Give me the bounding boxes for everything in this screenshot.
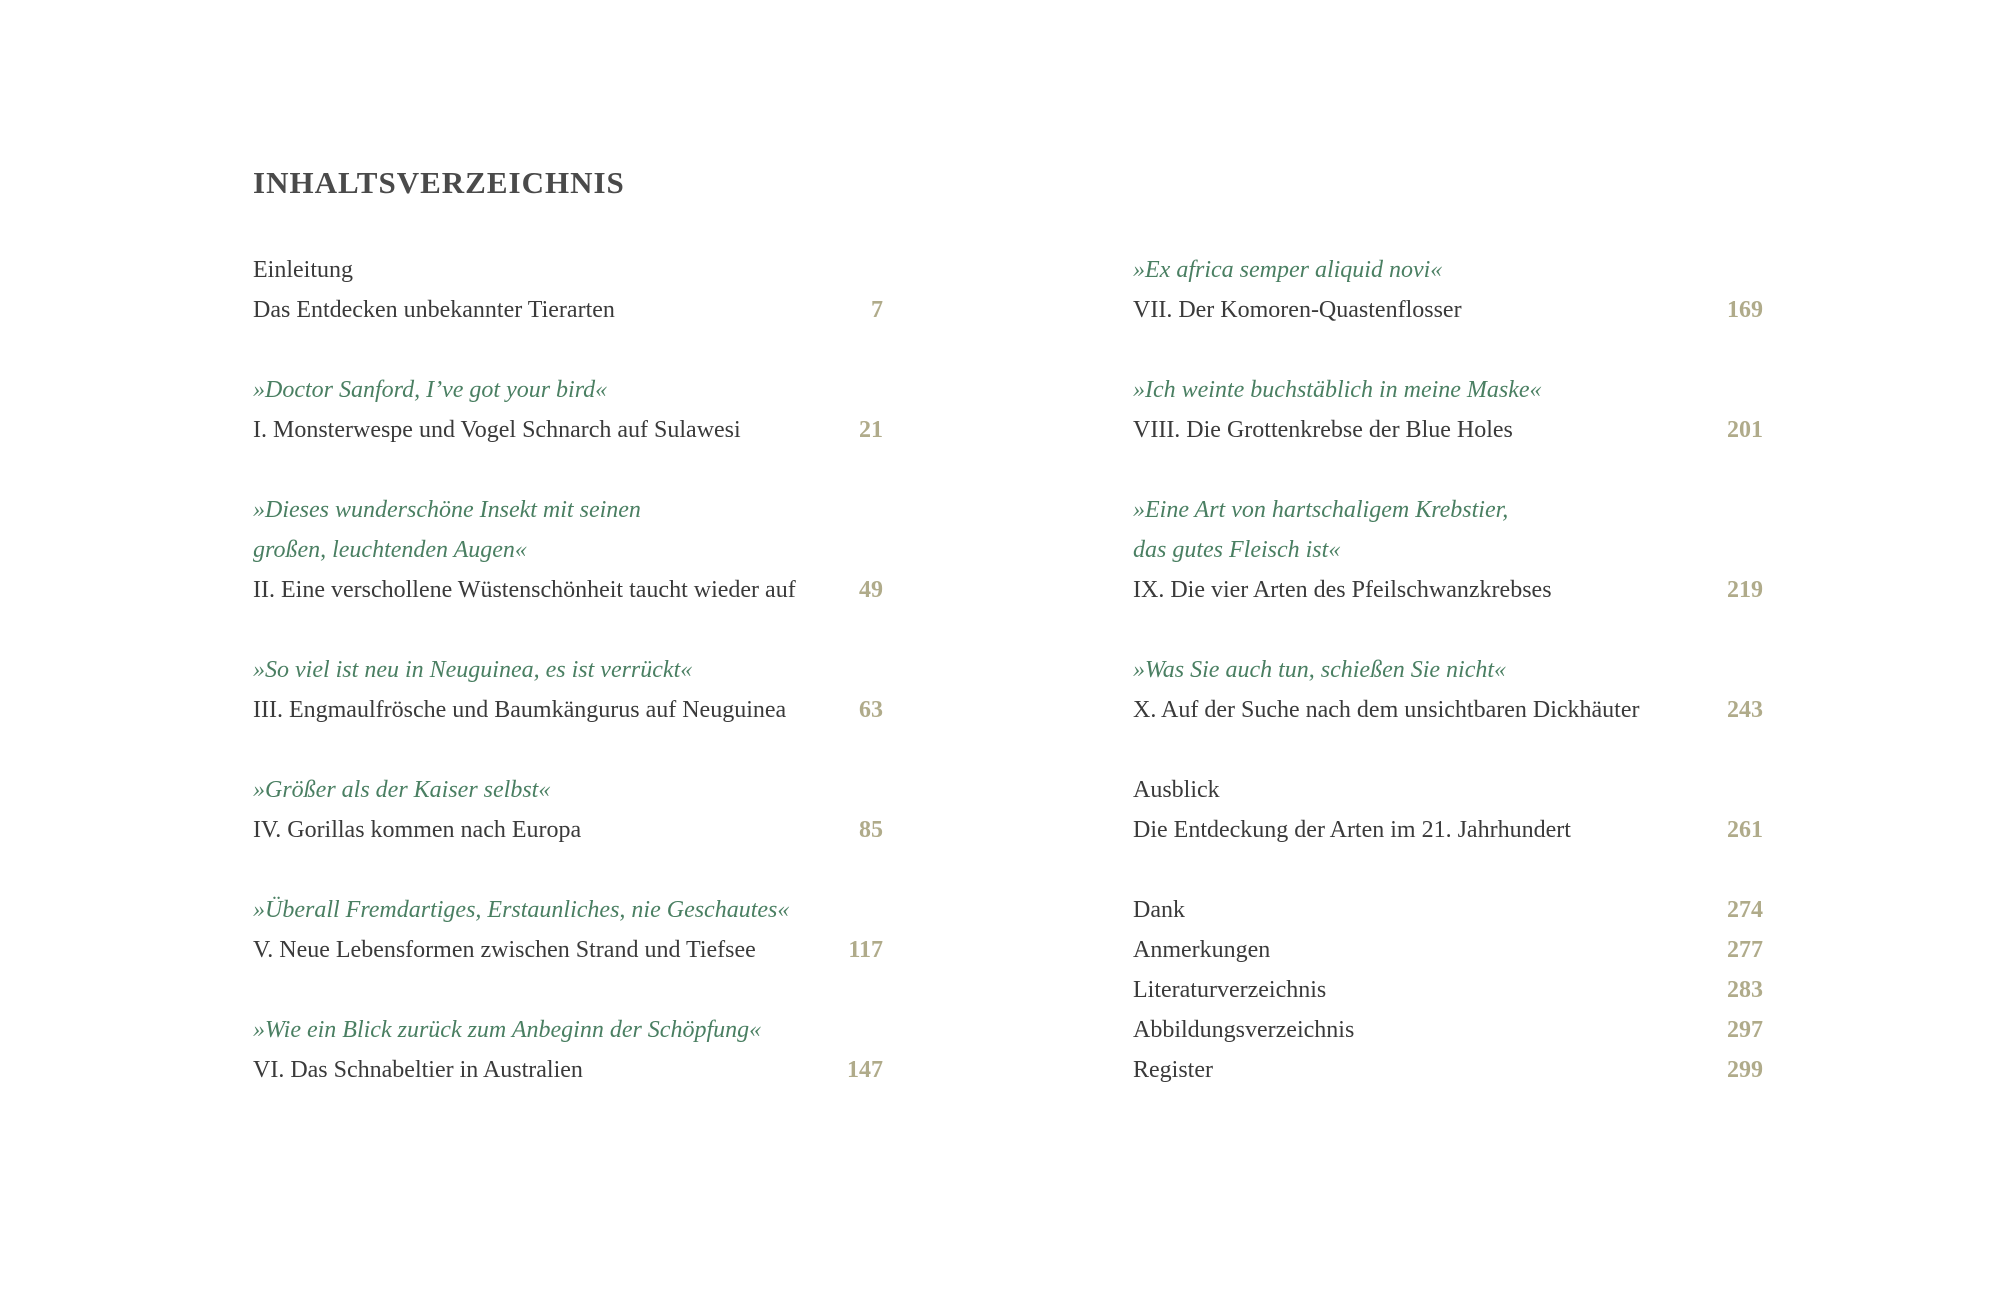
page-number: 277 <box>1727 937 1763 963</box>
chapter-title[interactable]: VIII. Die Grottenkrebse der Blue Holes <box>1133 417 1513 443</box>
back-matter-title[interactable]: Dank <box>1133 897 1185 923</box>
toc-entry-title-line[interactable] <box>253 1050 883 1090</box>
chapter-title[interactable]: II. Eine verschollene Wüstenschönheit taucht wieder auf <box>253 577 796 603</box>
toc-entry-title-line[interactable] <box>1133 570 1763 610</box>
chapter-quote: »Größer als der Kaiser selbst« <box>253 777 551 803</box>
page-number: 283 <box>1727 977 1763 1003</box>
toc-entry-heading-line <box>253 250 883 290</box>
toc-entry[interactable] <box>1133 490 1763 610</box>
page-number: 299 <box>1727 1057 1763 1083</box>
page-number: 49 <box>859 577 883 603</box>
back-matter-item[interactable] <box>1133 1010 1763 1050</box>
toc-entry-heading-line <box>1133 250 1763 290</box>
toc-entry-heading-line <box>1133 530 1763 570</box>
chapter-quote: »Wie ein Blick zurück zum Anbeginn der Schöpfung« <box>253 1017 762 1043</box>
page-number: 169 <box>1727 297 1763 323</box>
chapter-title[interactable]: I. Monsterwespe und Vogel Schnarch auf Sulawesi <box>253 417 741 443</box>
toc-entry-title-line[interactable] <box>1133 290 1763 330</box>
back-matter-title[interactable]: Anmerkungen <box>1133 937 1271 963</box>
chapter-quote: das gutes Fleisch ist« <box>1133 537 1341 563</box>
toc-entry[interactable] <box>1133 770 1763 850</box>
chapter-quote: »Ich weinte buchstäblich in meine Maske« <box>1133 377 1542 403</box>
page-number: 85 <box>859 817 883 843</box>
chapter-title[interactable]: VI. Das Schnabeltier in Australien <box>253 1057 583 1083</box>
page-number: 21 <box>859 417 883 443</box>
back-matter-title[interactable]: Abbildungsverzeichnis <box>1133 1017 1355 1043</box>
toc-entry-heading-line <box>253 770 883 810</box>
back-matter-item[interactable] <box>1133 970 1763 1010</box>
toc-entry-heading-line <box>253 890 883 930</box>
toc-entry[interactable] <box>253 1010 883 1090</box>
section-label: Ausblick <box>1133 777 1220 803</box>
toc-entry-heading-line <box>1133 370 1763 410</box>
toc-entry-heading-line <box>1133 770 1763 810</box>
chapter-quote: »Ex africa semper aliquid novi« <box>1133 257 1443 283</box>
toc-entry[interactable] <box>253 370 883 450</box>
toc-entry-title-line[interactable] <box>253 290 883 330</box>
toc-entry-title-line[interactable] <box>253 930 883 970</box>
toc-right-column <box>1133 250 1763 1090</box>
toc-entry-heading-line <box>1133 490 1763 530</box>
toc-entry[interactable] <box>253 490 883 610</box>
toc-entry-title-line[interactable] <box>253 570 883 610</box>
page-number: 219 <box>1727 577 1763 603</box>
chapter-title[interactable]: VII. Der Komoren-Quastenflosser <box>1133 297 1462 323</box>
section-label: Einleitung <box>253 257 353 283</box>
chapter-title[interactable]: III. Engmaulfrösche und Baumkängurus auf Neuguinea <box>253 697 787 723</box>
toc-entry-heading-line <box>253 650 883 690</box>
back-matter-item[interactable] <box>1133 930 1763 970</box>
toc-entry[interactable] <box>253 650 883 730</box>
toc-entry[interactable] <box>253 890 883 970</box>
toc-entry-heading-line <box>253 490 883 530</box>
chapter-title[interactable]: IV. Gorillas kommen nach Europa <box>253 817 582 843</box>
chapter-quote: »Überall Fremdartiges, Erstaunliches, nie Geschautes« <box>253 897 790 923</box>
page-number: 243 <box>1727 697 1763 723</box>
back-matter-title[interactable]: Literaturverzeichnis <box>1133 977 1327 1003</box>
toc-entry-heading-line <box>253 530 883 570</box>
chapter-quote: »So viel ist neu in Neuguinea, es ist verrückt« <box>253 657 693 683</box>
toc-entry-title-line[interactable] <box>1133 690 1763 730</box>
chapter-quote: »Eine Art von hartschaligem Krebstier, <box>1133 497 1509 523</box>
back-matter-title[interactable]: Register <box>1133 1057 1213 1083</box>
toc-entry-title-line[interactable] <box>253 690 883 730</box>
toc-entry-title-line[interactable] <box>253 810 883 850</box>
page-number: 7 <box>871 297 883 323</box>
back-matter-list <box>1133 890 1763 1090</box>
toc-entry-heading-line <box>1133 650 1763 690</box>
page-number: 274 <box>1727 897 1763 923</box>
page-number: 117 <box>848 937 883 963</box>
chapter-title[interactable]: Die Entdeckung der Arten im 21. Jahrhundert <box>1133 817 1571 843</box>
page-number: 297 <box>1727 1017 1763 1043</box>
toc-entry[interactable] <box>1133 370 1763 450</box>
chapter-quote: »Dieses wunderschöne Insekt mit seinen <box>253 497 641 523</box>
chapter-quote: großen, leuchtenden Augen« <box>253 537 527 563</box>
page-number: 261 <box>1727 817 1763 843</box>
toc-entry[interactable] <box>1133 650 1763 730</box>
toc-entry-title-line[interactable] <box>1133 810 1763 850</box>
chapter-title[interactable]: X. Auf der Suche nach dem unsichtbaren Dickhäuter <box>1133 697 1640 723</box>
toc-entry[interactable] <box>1133 250 1763 330</box>
toc-entry-title-line[interactable] <box>253 410 883 450</box>
back-matter-item[interactable] <box>1133 1050 1763 1090</box>
page-number: 63 <box>859 697 883 723</box>
chapter-quote: »Doctor Sanford, I’ve got your bird« <box>253 377 608 403</box>
chapter-title[interactable]: V. Neue Lebensformen zwischen Strand und Tiefsee <box>253 937 756 963</box>
toc-entry[interactable] <box>253 250 883 330</box>
toc-entry-heading-line <box>253 370 883 410</box>
chapter-quote: »Was Sie auch tun, schießen Sie nicht« <box>1133 657 1507 683</box>
chapter-title[interactable]: IX. Die vier Arten des Pfeilschwanzkrebses <box>1133 577 1552 603</box>
page-number: 147 <box>847 1057 883 1083</box>
back-matter-item[interactable] <box>1133 890 1763 930</box>
page-title: INHALTSVERZEICHNIS <box>253 165 625 200</box>
toc-entry-title-line[interactable] <box>1133 410 1763 450</box>
chapter-title[interactable]: Das Entdecken unbekannter Tierarten <box>253 297 615 323</box>
page-number: 201 <box>1727 417 1763 443</box>
toc-left-column <box>253 250 883 1130</box>
toc-entry-heading-line <box>253 1010 883 1050</box>
toc-entry[interactable] <box>253 770 883 850</box>
